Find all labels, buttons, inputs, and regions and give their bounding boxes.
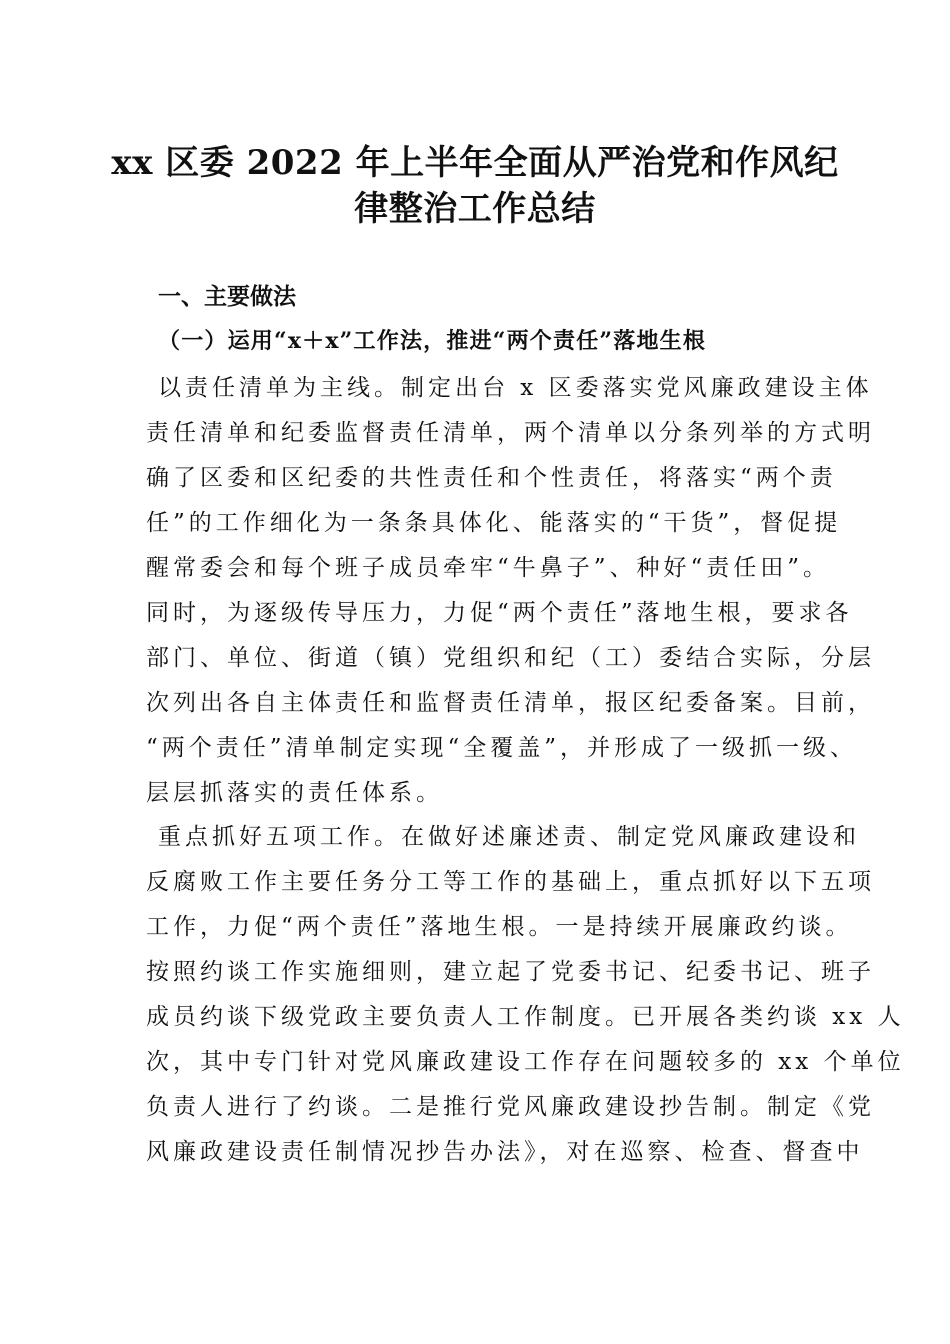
paragraph-line: 重点抓好五项工作。在做好述廉述责、制定党风廉政建设和 [158, 824, 860, 850]
paragraph-line: 以责任清单为主线。制定出台 x 区委落实党风廉政建设主体 [158, 375, 873, 401]
paragraph-line: 责任清单和纪委监督责任清单，两个清单以分条列举的方式明 [146, 420, 875, 446]
paragraph-line: 醒常委会和每个班子成员牵牢“牛鼻子”、种好“责任田”。 [146, 555, 831, 581]
paragraph-line: 层层抓落实的责任体系。 [146, 780, 443, 806]
paragraph-line: 按照约谈工作实施细则，建立起了党委书记、纪委书记、班子 [146, 959, 875, 985]
paragraph-line: 次，其中专门针对党风廉政建设工作存在问题较多的 xx 个单位 [146, 1049, 905, 1075]
section-heading: 一、主要做法 [158, 284, 296, 310]
paragraph-line: “两个责任”清单制定实现“全覆盖”，并形成了一级抓一级、 [146, 735, 858, 761]
paragraph-line: 确了区委和区纪委的共性责任和个性责任，将落实“两个责 [146, 465, 837, 491]
paragraph-line: 同时，为逐级传导压力，力促“两个责任”落地生根，要求各 [146, 600, 853, 626]
paragraph-line: 部门、单位、街道（镇）党组织和纪（工）委结合实际，分层 [146, 645, 875, 671]
document-title-line-2: 律整治工作总结 [354, 189, 596, 229]
subsection-heading: （一）运用“x＋x”工作法，推进“两个责任”落地生根 [158, 328, 707, 354]
paragraph-line: 成员约谈下级党政主要负责人工作制度。已开展各类约谈 xx 人 [146, 1004, 905, 1030]
document-title-line-1: xx 区委 2022 年上半年全面从严治党和作风纪 [111, 143, 839, 183]
paragraph-line: 任”的工作细化为一条条具体化、能落实的“干货”，督促提 [146, 510, 842, 536]
paragraph-line: 反腐败工作主要任务分工等工作的基础上，重点抓好以下五项 [146, 869, 875, 895]
paragraph-line: 次列出各自主体责任和监督责任清单，报区纪委备案。目前， [146, 690, 875, 716]
paragraph-line: 工作，力促“两个责任”落地生根。一是持续开展廉政约谈。 [146, 914, 853, 940]
paragraph-line: 负责人进行了约谈。二是推行党风廉政建设抄告制。制定《党 [146, 1094, 875, 1120]
paragraph-line: 风廉政建设责任制情况抄告办法》，对在巡察、检查、督查中 [146, 1139, 864, 1165]
